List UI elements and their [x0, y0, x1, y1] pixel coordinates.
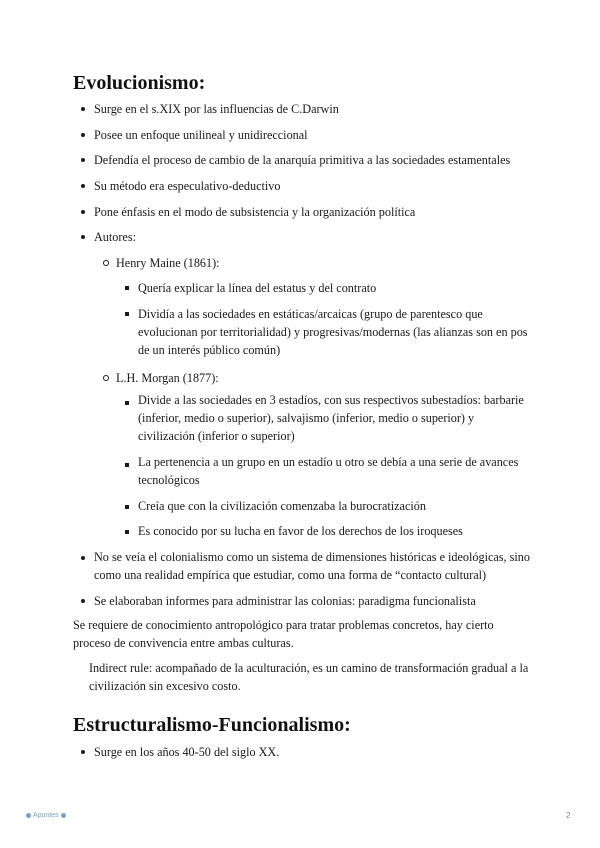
bullet-disc-icon	[81, 107, 85, 111]
bullet-square-icon	[125, 505, 129, 509]
bullet-circle-icon	[103, 260, 109, 266]
list-item: Es conocido por su lucha en favor de los derechos de los iroqueses	[138, 524, 463, 538]
section-title-estructuralismo: Estructuralismo-Funcionalismo:	[73, 714, 351, 736]
footer-brand-label: Apuntes	[33, 812, 59, 819]
brand-logo-icon	[26, 813, 31, 818]
list-item: Surge en el s.XIX por las influencias de C.Darwin	[94, 102, 339, 116]
paragraph-line: Se requiere de conocimiento antropológico para tratar problemas concretos, hay cierto	[73, 618, 494, 632]
list-item: Surge en los años 40-50 del siglo XX.	[94, 745, 280, 759]
list-item: Dividía a las sociedades en estáticas/arcaicas (grupo de parentesco que	[138, 307, 483, 321]
bullet-disc-icon	[81, 133, 85, 137]
list-item: Creía que con la civilización comenzaba la burocratización	[138, 499, 426, 513]
bullet-disc-icon	[81, 184, 85, 188]
list-item: No se veía el colonialismo como un sistema de dimensiones históricas e ideológicas, sino	[94, 550, 530, 564]
bullet-circle-icon	[103, 375, 109, 381]
bullet-disc-icon	[81, 210, 85, 214]
list-item: Defendía el proceso de cambio de la anarquía primitiva a las sociedades estamentales	[94, 153, 511, 167]
list-item: Autores:	[94, 230, 136, 244]
bullet-disc-icon	[81, 158, 85, 162]
list-item: La pertenencia a un grupo en un estadío u otro se debía a una serie de avances	[138, 455, 519, 469]
bullet-disc-icon	[81, 235, 85, 239]
author-name: Henry Maine (1861):	[116, 256, 220, 270]
list-item-continuation: evolucionan por territorialidad) y progresivas/modernas (las alianzas son en pos	[138, 325, 528, 339]
paragraph-line: proceso de convivencia entre ambas culturas.	[73, 636, 294, 650]
page-number: 2	[566, 811, 571, 820]
bullet-disc-icon	[81, 599, 85, 603]
list-item: Divide a las sociedades en 3 estadíos, con sus respectivos subestadíos: barbarie	[138, 393, 524, 407]
bullet-square-icon	[125, 286, 129, 290]
indented-paragraph-line: Indirect rule: acompañado de la aculturación, es un camino de transformación gradual a la	[89, 661, 529, 675]
bullet-square-icon	[125, 463, 129, 467]
list-item: Se elaboraban informes para administrar las colonias: paradigma funcionalista	[94, 594, 476, 608]
list-item-continuation: de un interés público común)	[138, 343, 281, 357]
list-item-continuation: civilización (inferior o superior)	[138, 429, 295, 443]
bullet-square-icon	[125, 401, 129, 405]
list-item: Posee un enfoque unilineal y unidireccional	[94, 128, 308, 142]
brand-logo-icon	[61, 813, 66, 818]
indented-paragraph-line: civilización sin excesivo costo.	[89, 679, 241, 693]
list-item: Su método era especulativo-deductivo	[94, 179, 281, 193]
footer-brand	[26, 812, 66, 819]
list-item: Pone énfasis en el modo de subsistencia y la organización política	[94, 205, 416, 219]
list-item-continuation: (inferior, medio o superior), salvajismo (inferior, medio o superior) y	[138, 411, 475, 425]
section-title-evolucionismo: Evolucionismo:	[73, 72, 206, 94]
bullet-disc-icon	[81, 556, 85, 560]
list-item: Quería explicar la línea del estatus y del contrato	[138, 281, 377, 295]
list-item-continuation: como una realidad empírica que estudiar, como una forma de “contacto cultural)	[94, 568, 487, 582]
author-name: L.H. Morgan (1877):	[116, 371, 219, 385]
list-item-continuation: tecnológicos	[138, 473, 200, 487]
bullet-square-icon	[125, 530, 129, 534]
bullet-disc-icon	[81, 750, 85, 754]
bullet-square-icon	[125, 312, 129, 316]
